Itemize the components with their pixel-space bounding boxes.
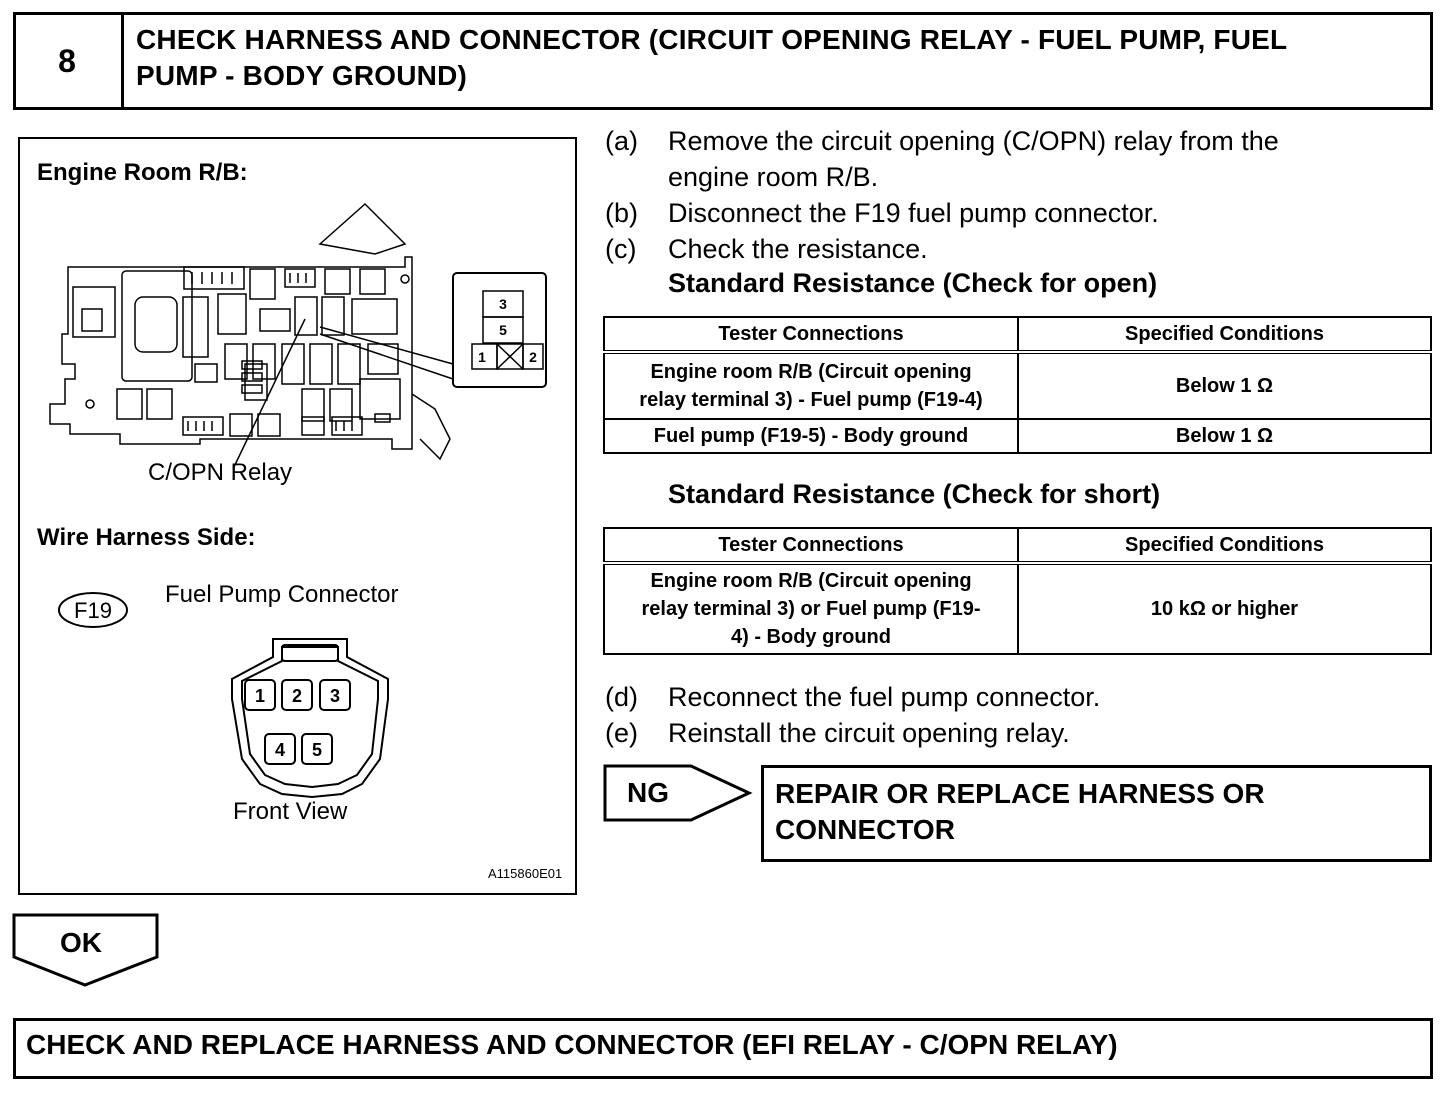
engine-room-label: Engine Room R/B: [37,159,248,186]
short-check-title: Standard Resistance (Check for short) [668,479,1161,509]
step-c-letter: (c) [605,234,637,264]
table-header-conditions: Specified Conditions [1018,317,1431,352]
cell-line: relay terminal 3) - Fuel pump (F19-4) [639,389,983,411]
cell-line: 4) - Body ground [731,626,891,648]
step-a-line-1: Remove the circuit opening (C/OPN) relay from the [668,126,1279,156]
ng-result-line-2: CONNECTOR [775,814,955,845]
relay-terminal-5: 5 [499,322,507,338]
open-check-table [603,316,1432,454]
step-d-text: Reconnect the fuel pump connector. [668,682,1101,712]
step-a-line-2: engine room R/B. [668,162,879,192]
relay-label: C/OPN Relay [148,459,293,486]
relay-terminal-3: 3 [499,296,507,312]
step-b-text: Disconnect the F19 fuel pump connector. [668,198,1159,228]
table-row [604,419,1431,453]
figure-code: A115860E01 [488,866,563,881]
step-e-letter: (e) [605,718,638,748]
table-cell-tester: Fuel pump (F19-5) - Body ground [604,419,1018,453]
step-c-text: Check the resistance. [668,234,928,264]
connector-pin-5: 5 [311,740,323,760]
table-row [604,563,1431,654]
ok-arrow [12,913,162,989]
table-cell-condition: Below 1 Ω [1018,419,1431,453]
step-title-line-1: CHECK HARNESS AND CONNECTOR (CIRCUIT OPENING RELAY - FUEL PUMP, FUEL [136,24,1288,55]
table-cell-tester [604,563,1018,654]
connector-pin-1: 1 [254,686,266,706]
cell-line: relay terminal 3) or Fuel pump (F19- [641,598,981,620]
table-header-row [604,528,1431,563]
ng-arrow [603,764,753,824]
table-row [604,352,1431,419]
ng-label: NG [627,777,669,808]
table-header-conditions: Specified Conditions [1018,528,1431,563]
step-title-line-2: PUMP - BODY GROUND) [136,60,468,91]
connector-pin-2: 2 [291,686,303,706]
wire-harness-label: Wire Harness Side: [37,524,256,551]
table-cell-condition: Below 1 Ω [1018,352,1431,419]
relay-terminal-2: 2 [529,349,537,365]
cell-line: Engine room R/B (Circuit opening [650,570,972,592]
relay-terminal-1: 1 [478,349,486,365]
step-b-letter: (b) [605,198,638,228]
step-number: 8 [13,12,124,110]
connector-name: Fuel Pump Connector [165,581,399,608]
connector-pin-3: 3 [329,686,341,706]
next-step-text: CHECK AND REPLACE HARNESS AND CONNECTOR (EFI RELAY - C/OPN RELAY) [26,1029,1118,1060]
table-header-tester: Tester Connections [604,528,1018,563]
table-header-tester: Tester Connections [604,317,1018,352]
view-label: Front View [233,798,348,825]
fuse-box-diagram [20,139,575,893]
table-header-row [604,317,1431,352]
step-d-letter: (d) [605,682,638,712]
cell-line: Engine room R/B (Circuit opening [650,361,972,383]
ng-result-line-1: REPAIR OR REPLACE HARNESS OR [775,778,1265,809]
diagram-figure [18,137,577,895]
ok-label: OK [60,927,102,958]
ng-result-text [775,776,1415,848]
step-e-text: Reinstall the circuit opening relay. [668,718,1070,748]
open-check-title: Standard Resistance (Check for open) [668,268,1158,298]
table-cell-tester [604,352,1018,419]
step-title [136,22,1416,94]
connector-id-tag: F19 [74,598,112,623]
connector-pin-4: 4 [274,740,286,760]
short-check-table [603,527,1432,655]
table-cell-condition: 10 kΩ or higher [1018,563,1431,654]
step-a-letter: (a) [605,126,638,156]
